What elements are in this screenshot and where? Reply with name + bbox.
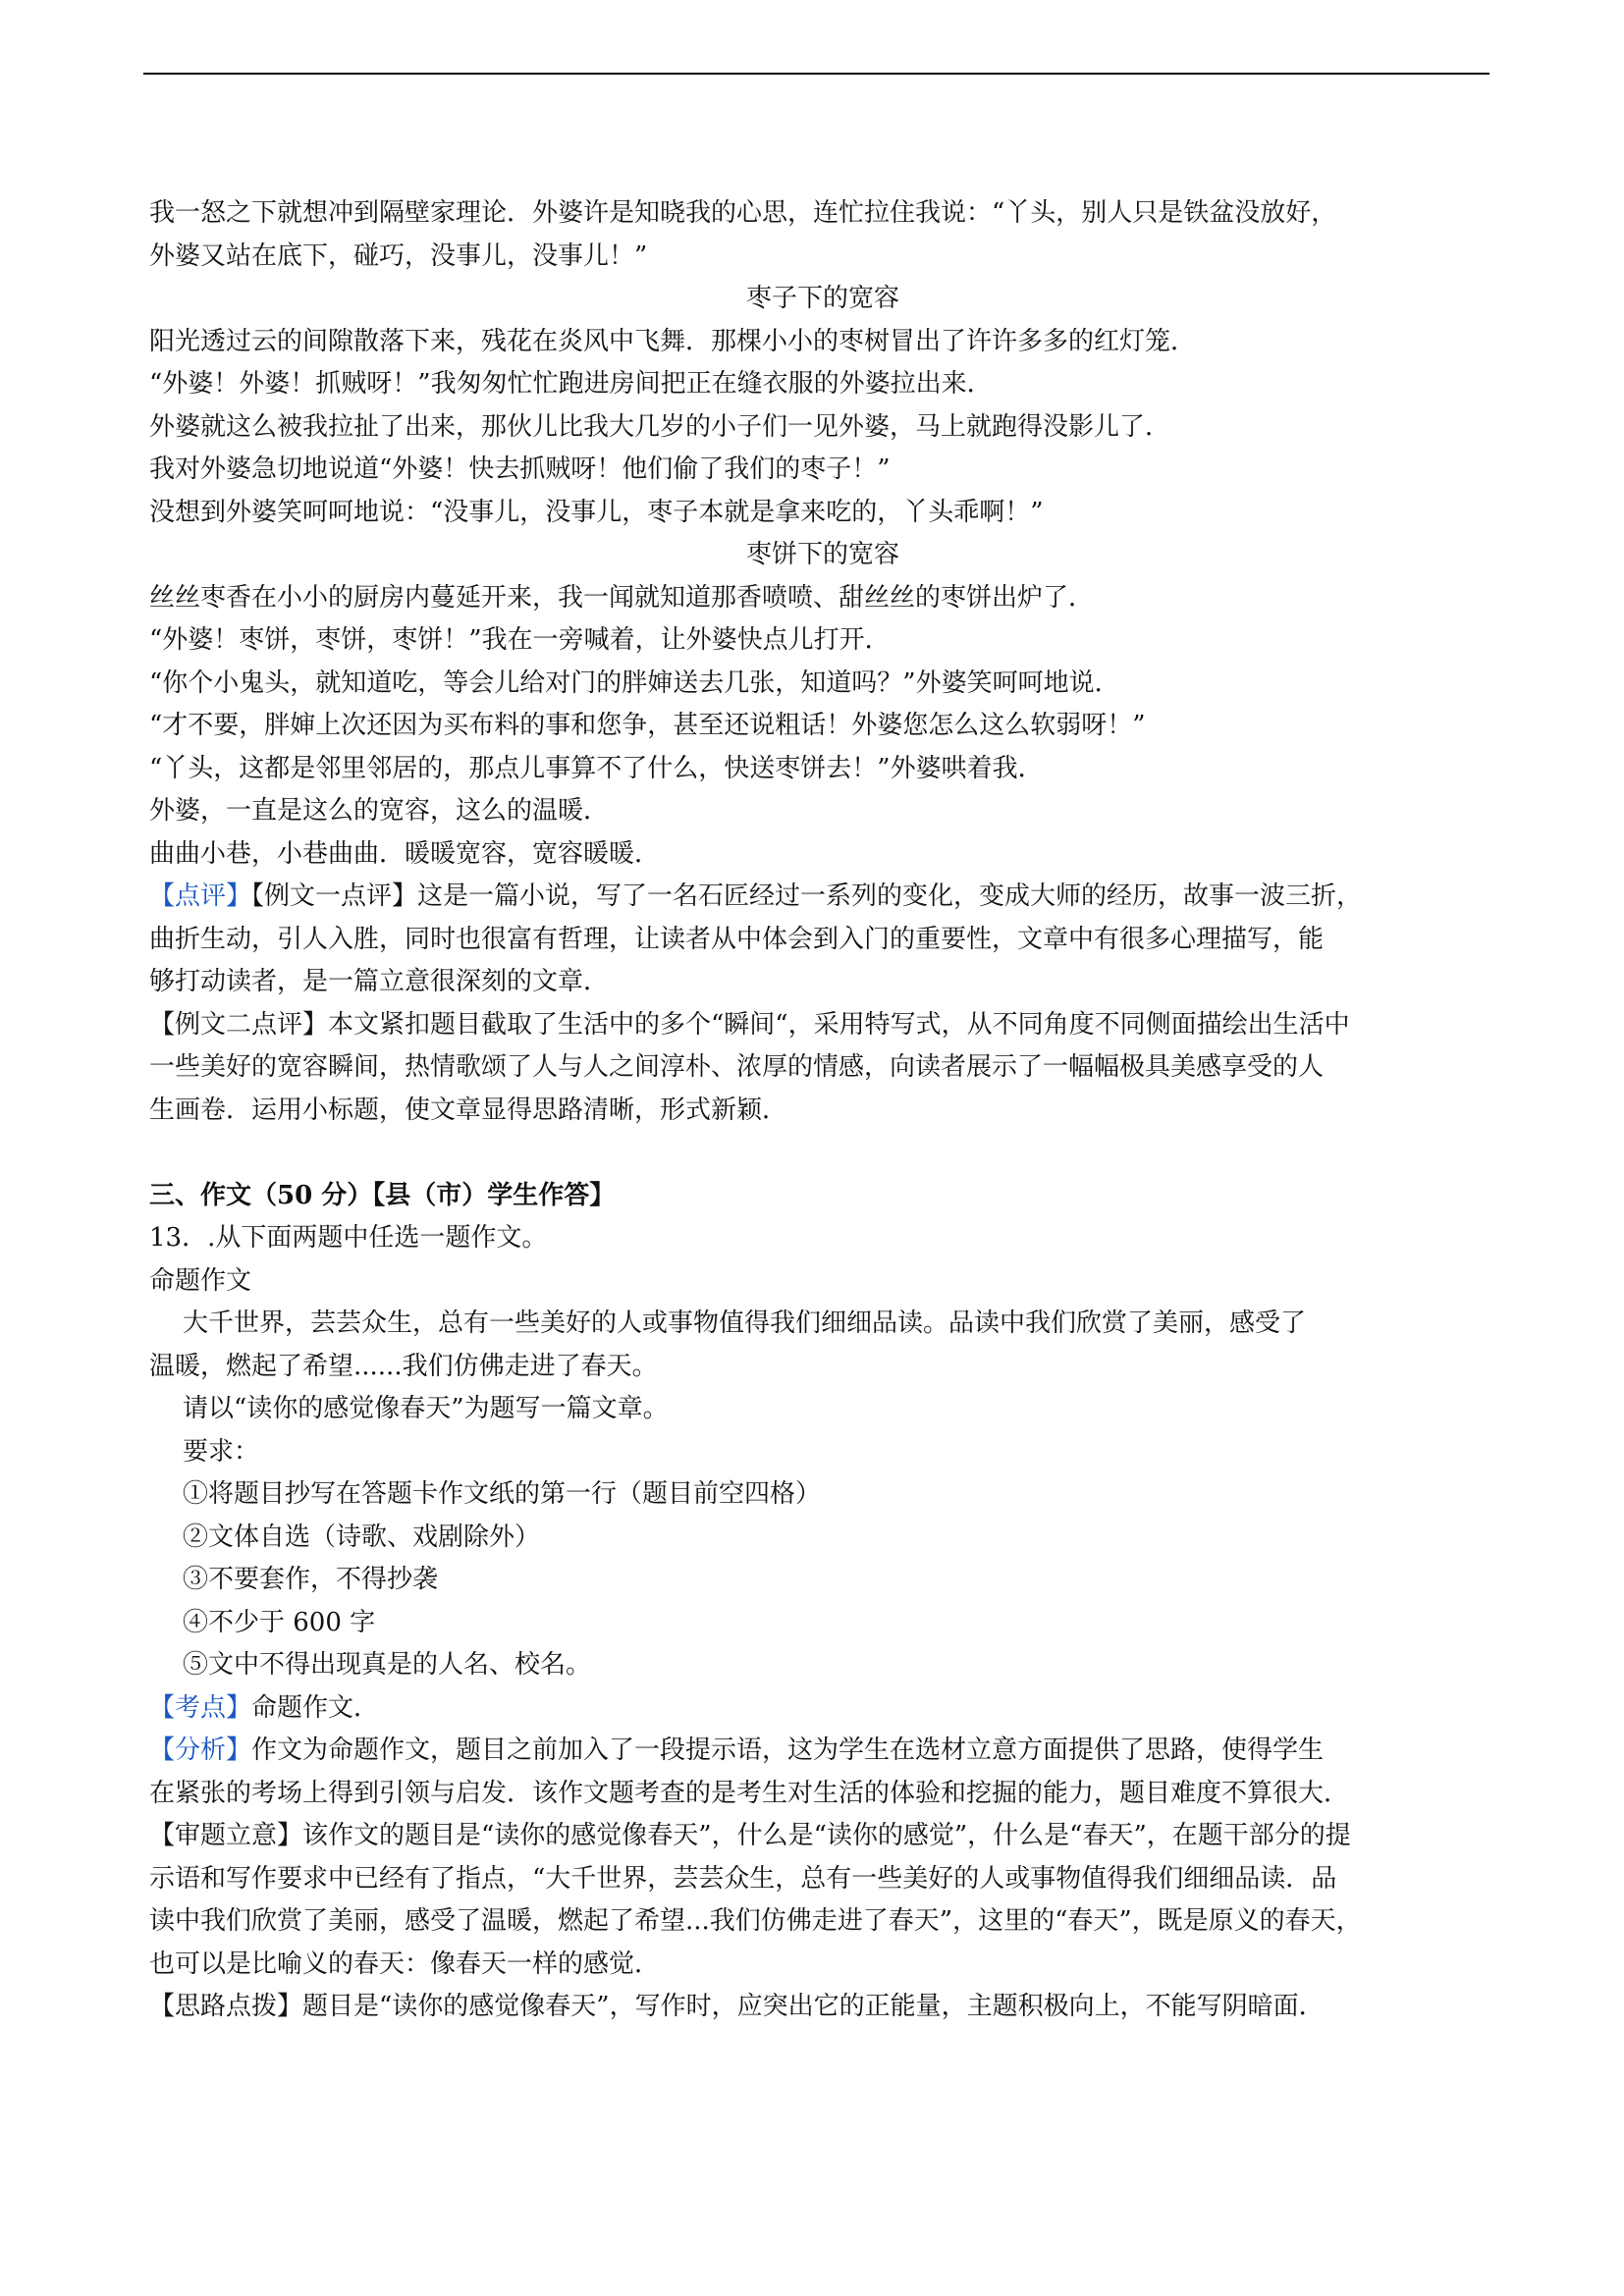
essay-line: 外婆又站在底下，碰巧，没事儿，没事儿！” bbox=[149, 240, 648, 271]
prompt-line: 大千世界，芸芸众生，总有一些美好的人或事物值得我们细细品读。品读中我们欣赏了美丽，感受了 bbox=[183, 1308, 1307, 1338]
requirements-label: 要求： bbox=[183, 1436, 260, 1467]
instruction-line: 请以“读你的感觉像春天”为题写一篇文章。 bbox=[183, 1394, 669, 1423]
essay-line: 外婆，一直是这么的宽容，这么的温暖． bbox=[149, 796, 610, 826]
requirement-item: ②文体自选（诗歌、戏剧除外） bbox=[183, 1522, 541, 1552]
header-rule bbox=[143, 73, 1489, 75]
shenti-line: 也可以是比喻义的春天：像春天一样的感觉． bbox=[149, 1949, 661, 1979]
kaodian-text: 命题作文． bbox=[251, 1692, 380, 1723]
spacer bbox=[149, 1132, 1496, 1175]
page-content bbox=[149, 192, 1496, 2029]
essay-line: 曲曲小巷，小巷曲曲．暖暖宽容，宽容暖暖． bbox=[149, 838, 661, 869]
subtitle-jujube: 枣子下的宽容 bbox=[745, 284, 899, 313]
silu-line: 【思路点拨】题目是“读你的感觉像春天”，写作时，应突出它的正能量，主题积极向上，不能写阴暗面． bbox=[149, 1992, 1325, 2021]
essay-line: 丝丝枣香在小小的厨房内蔓延开来，我一闻就知道那香喷喷、甜丝丝的枣饼出炉了． bbox=[149, 582, 1095, 613]
requirement-item: ④不少于 600 字 bbox=[183, 1607, 376, 1637]
essay-line: “你个小鬼头，就知道吃，等会儿给对门的胖婶送去几张，知道吗？”外婆笑呵呵地说． bbox=[149, 667, 1120, 698]
review-example1-first: 【例文一点评】这是一篇小说，写了一名石匠经过一系列的变化，变成大师的经历，故事一波三折， bbox=[251, 881, 1363, 911]
review-line: 【例文二点评】本文紧扣题目截取了生活中的多个“瞬间“，采用特写式，从不同角度不同侧面描绘出生活中 bbox=[149, 1009, 1350, 1040]
subtitle-jujube-cake: 枣饼下的宽容 bbox=[745, 540, 899, 569]
section-heading: 三、作文（50 分）【县（市）学生作答】 bbox=[149, 1180, 616, 1210]
essay-line: 阳光透过云的间隙散落下来，残花在炎风中飞舞．那棵小小的枣树冒出了许许多多的红灯笼． bbox=[149, 326, 1197, 356]
essay-type-label: 命题作文 bbox=[149, 1265, 252, 1296]
question-line: 13．.从下面两题中任选一题作文。 bbox=[149, 1223, 548, 1253]
essay-line: 我一怒之下就想冲到隔壁家理论．外婆许是知晓我的心思，连忙拉住我说：“丫头，别人只是铁盆没放好， bbox=[149, 198, 1337, 228]
essay-line: “丫头，这都是邻里邻居的，那点儿事算不了什么，快送枣饼去！”外婆哄着我． bbox=[149, 753, 1044, 783]
essay-line: 没想到外婆笑呵呵地说：“没事儿，没事儿，枣子本就是拿来吃的，丫头乖啊！” bbox=[149, 497, 1044, 527]
requirement-item: ⑤文中不得出现真是的人名、校名。 bbox=[183, 1650, 592, 1680]
fenxi-line bbox=[149, 1730, 1496, 1773]
essay-line: 我对外婆急切地说道“外婆！快去抓贼呀！他们偷了我们的枣子！” bbox=[149, 454, 891, 484]
review-line bbox=[149, 876, 1496, 919]
shenti-line: 读中我们欣赏了美丽，感受了温暖，燃起了希望...我们仿佛走进了春天”，这里的“春天”，既是原义的春天， bbox=[149, 1906, 1362, 1936]
prompt-line: 温暖，燃起了希望......我们仿佛走进了春天。 bbox=[149, 1351, 658, 1381]
fenxi-line: 在紧张的考场上得到引领与启发．该作文题考查的是考生对生活的体验和挖掘的能力，题目难度不算很大． bbox=[149, 1778, 1350, 1808]
requirement-item: ①将题目抄写在答题卡作文纸的第一行（题目前空四格） bbox=[183, 1479, 822, 1509]
review-tag: 【点评】 bbox=[149, 881, 252, 911]
essay-line: 外婆就这么被我拉扯了出来，那伙儿比我大几岁的小子们一见外婆，马上就跑得没影儿了． bbox=[149, 411, 1171, 442]
essay-line: “外婆！外婆！抓贼呀！”我匆匆忙忙跑进房间把正在缝衣服的外婆拉出来． bbox=[149, 369, 993, 399]
fenxi-tag: 【分析】 bbox=[149, 1735, 252, 1765]
essay-line: “外婆！枣饼，枣饼，枣饼！”我在一旁喊着，让外婆快点儿打开． bbox=[149, 625, 891, 655]
review-line: 曲折生动，引人入胜，同时也很富有哲理，让读者从中体会到入门的重要性，文章中有很多心理描写，能 bbox=[149, 924, 1325, 954]
shenti-line: 示语和写作要求中已经有了指点，“大千世界，芸芸众生，总有一些美好的人或事物值得我们细细品读．品 bbox=[149, 1863, 1337, 1894]
kaodian-tag: 【考点】 bbox=[149, 1692, 252, 1723]
review-line: 够打动读者，是一篇立意很深刻的文章． bbox=[149, 967, 610, 996]
shenti-line: 【审题立意】该作文的题目是“读你的感觉像春天”，什么是“读你的感觉”，什么是“春天”，在题干部分的提 bbox=[149, 1821, 1351, 1850]
review-line: 一些美好的宽容瞬间，热情歌颂了人与人之间淳朴、浓厚的情感，向读者展示了一幅幅极具美感享受的人 bbox=[149, 1052, 1325, 1082]
essay-line: “才不要，胖婶上次还因为买布料的事和您争，甚至还说粗话！外婆您怎么这么软弱呀！” bbox=[149, 711, 1146, 740]
kaodian-line bbox=[149, 1687, 1496, 1731]
review-line: 生画卷．运用小标题，使文章显得思路清晰，形式新颖． bbox=[149, 1095, 788, 1125]
requirement-item: ③不要套作，不得抄袭 bbox=[183, 1565, 439, 1594]
fenxi-text: 作文为命题作文，题目之前加入了一段提示语，这为学生在选材立意方面提供了思路，使得学生 bbox=[251, 1735, 1325, 1765]
